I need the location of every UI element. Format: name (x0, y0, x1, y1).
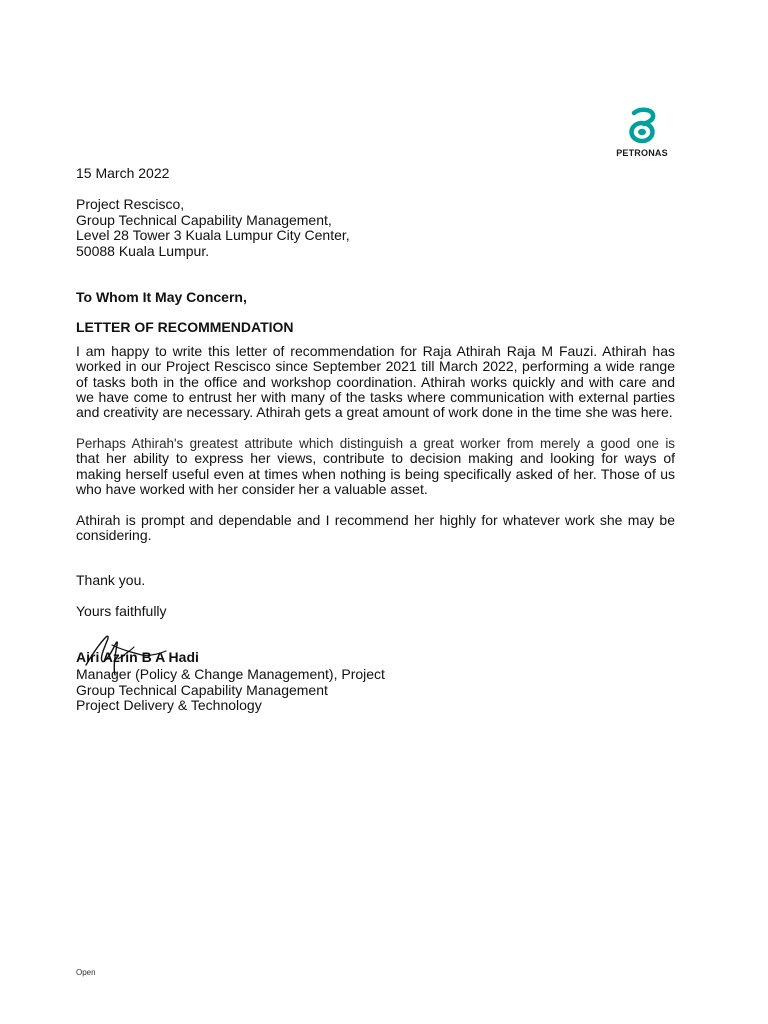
letter-body (76, 166, 675, 713)
address-line: Group Technical Capability Management, (76, 211, 332, 228)
paragraph-introduction: I am happy to write this letter of recommendation for Raja Athirah Raja M Fauzi. Athirah has worked in our Project Rescisco since September 2021 till March 2022, performing a wide range of tasks both in the office and workshop coordination. Athirah works quickly and with care and we have come to entrust her with many of the tasks where communication with external parties and creativity are necessary. Athirah gets a great amount of work done in the time she was here. (76, 342, 675, 421)
letter-date: 15 March 2022 (76, 165, 170, 181)
letter-subject: LETTER OF RECOMMENDATION (76, 319, 294, 336)
signer-name: Airi Azrin B A Hadi (76, 649, 199, 666)
address-line: 50088 Kuala Lumpur. (76, 242, 210, 259)
address-line: Level 28 Tower 3 Kuala Lumpur City Center, (76, 227, 350, 244)
company-logo (606, 106, 678, 162)
thank-you-line: Thank you. (76, 572, 146, 589)
signer-department: Group Technical Capability Management (76, 681, 328, 698)
document-classification: Open (76, 968, 96, 977)
signature-block (76, 619, 675, 667)
complimentary-close: Yours faithfully (76, 602, 167, 619)
address-line: Project Rescisco, (76, 196, 185, 213)
paragraph-attributes-first-line: Perhaps Athirah's greatest attribute which distinguish a great worker from merely a good one is (76, 435, 675, 451)
signer-title: Manager (Policy & Change Management), Project (76, 666, 385, 683)
petronas-logo-icon (622, 106, 662, 146)
signer-division: Project Delivery & Technology (76, 696, 262, 713)
paragraph-recommendation: Athirah is prompt and dependable and I recommend her highly for whatever work she may be considering. (76, 511, 675, 543)
paragraph-attributes-rest: that her ability to express her views, contribute to decision making and looking for ways of making herself useful even at times when nothing is being specifically asked of her. Those of us who have worked with her consider her a valuable asset. (76, 450, 675, 498)
logo-wordmark: PETRONAS (616, 148, 668, 158)
salutation: To Whom It May Concern, (76, 289, 247, 306)
recipient-address (76, 197, 675, 259)
paragraph-attributes (76, 436, 675, 498)
